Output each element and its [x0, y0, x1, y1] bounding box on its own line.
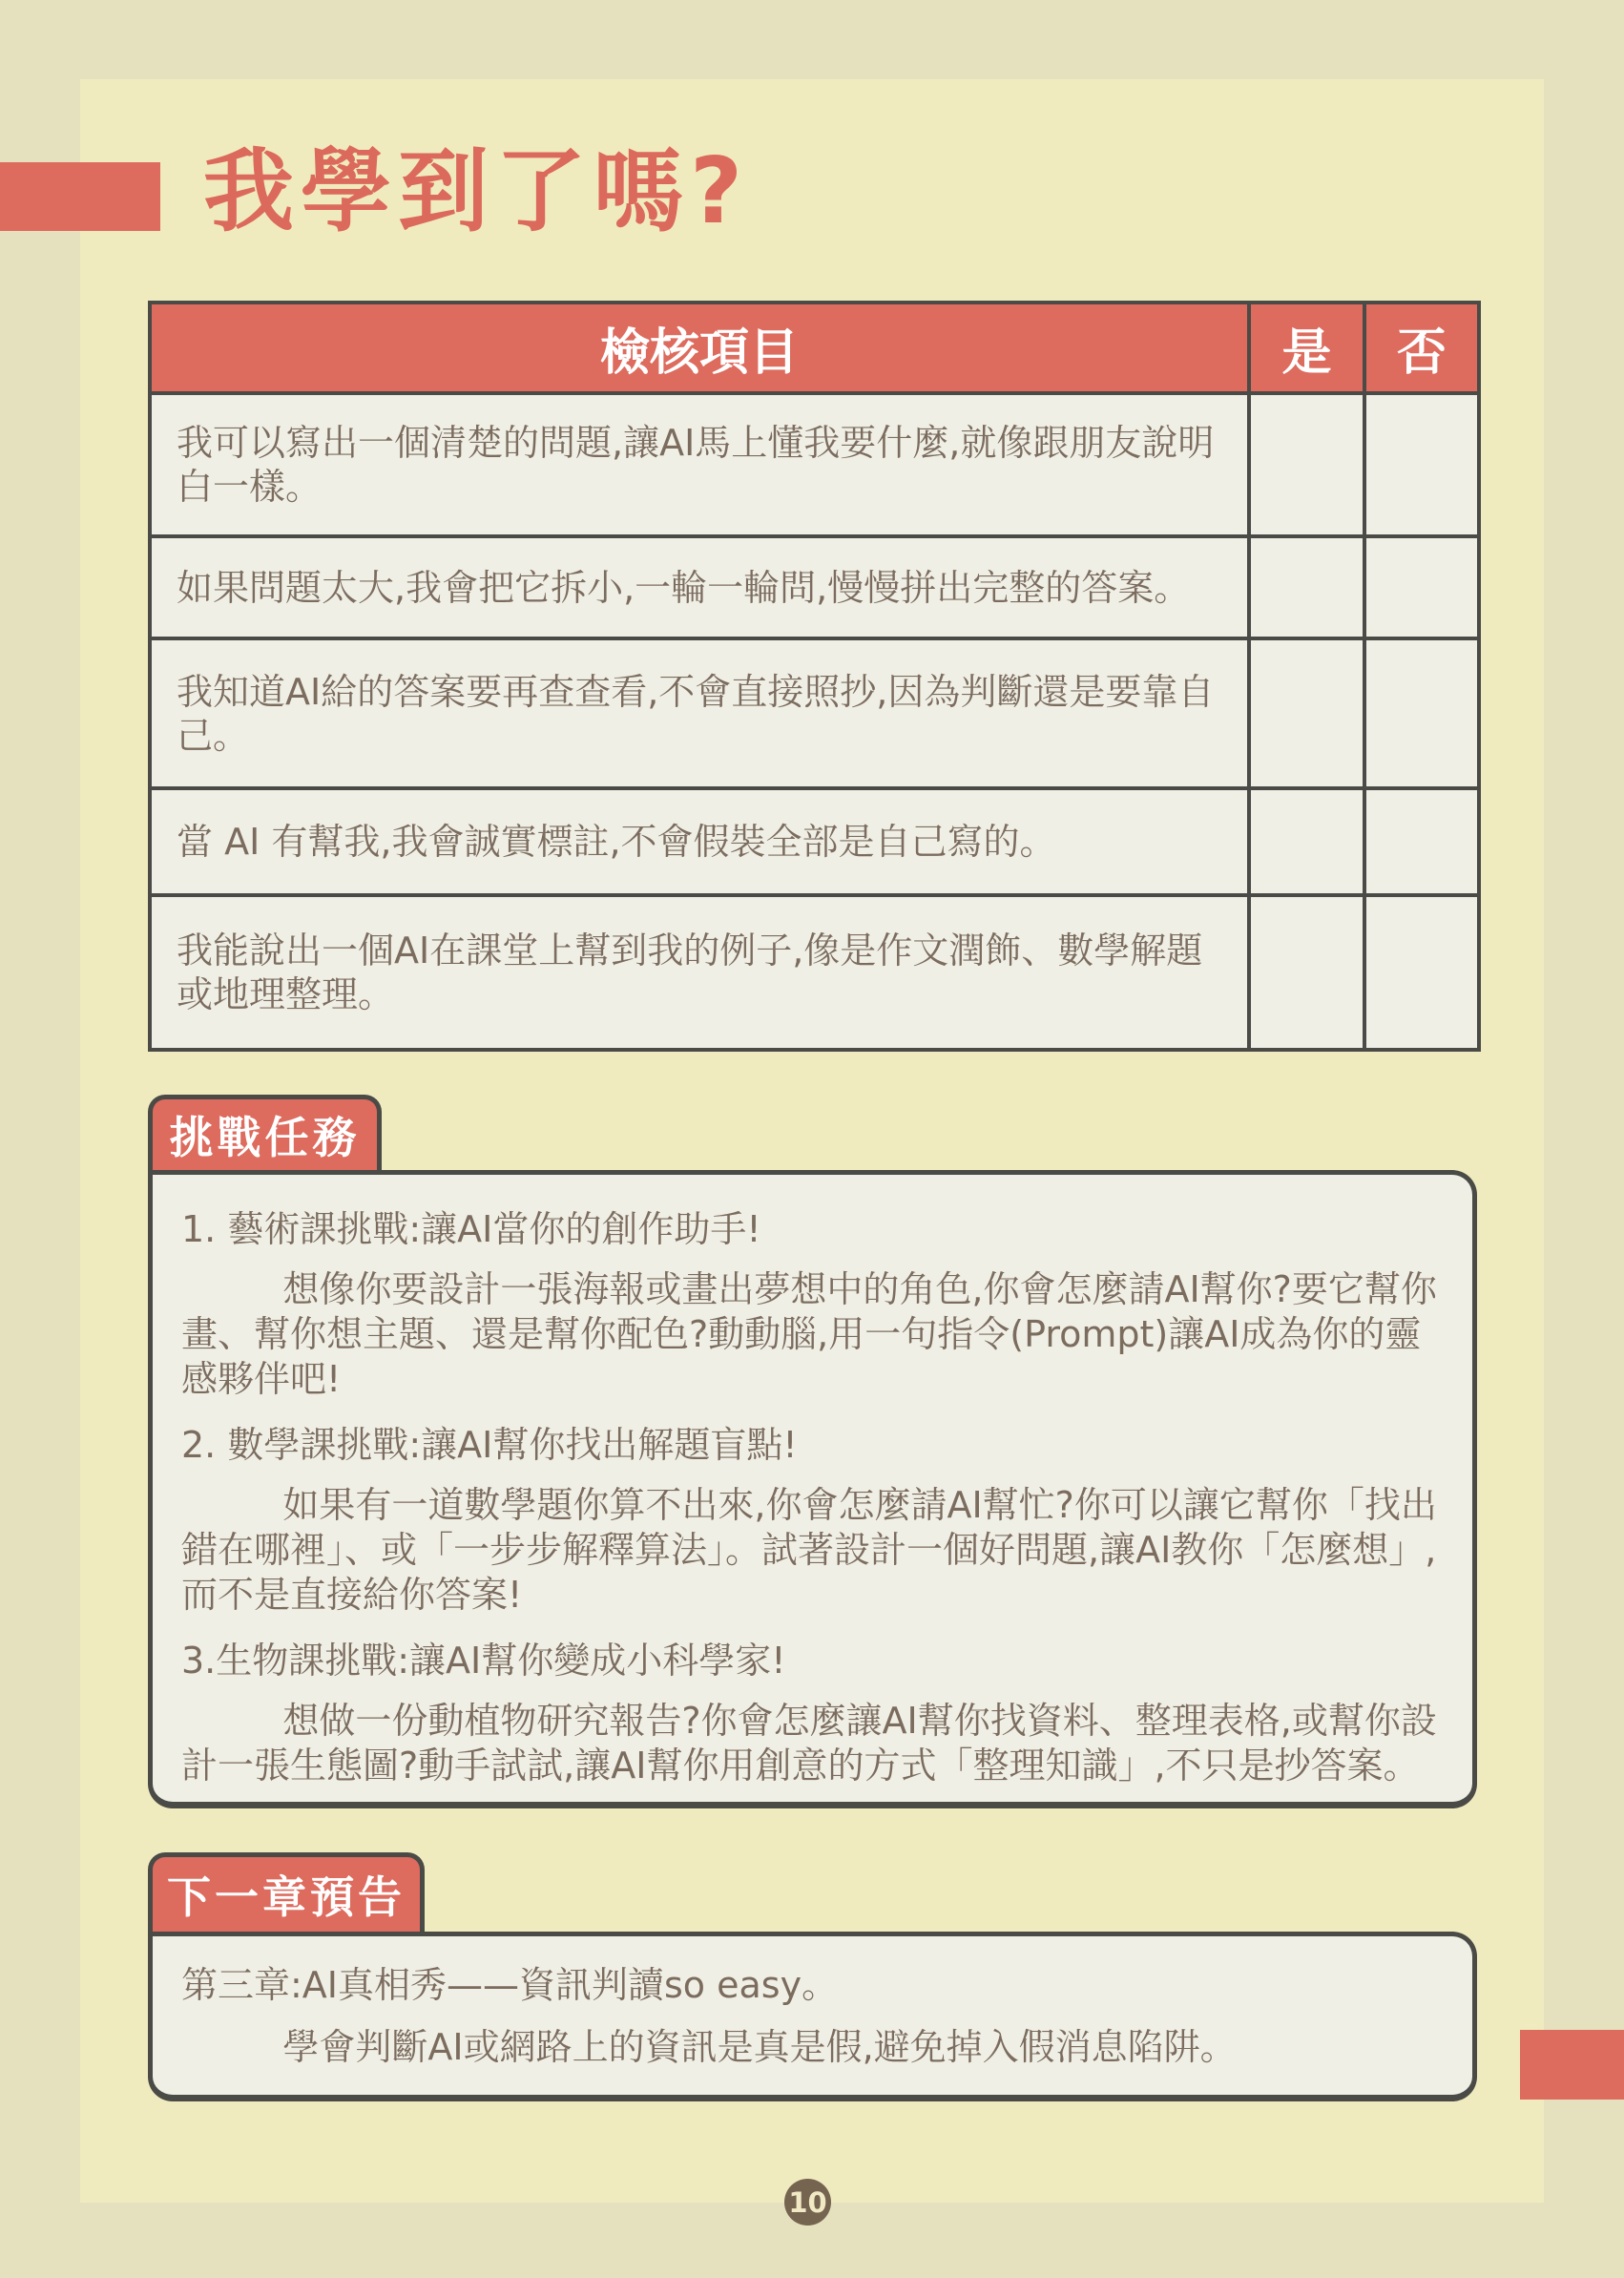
- right-accent-block: [1520, 2030, 1624, 2100]
- checklist-header-row: [150, 303, 1479, 393]
- challenge-item-body: 想像你要設計一張海報或畫出夢想中的角色,你會怎麼請AI幫你?要它幫你畫、幫你想主題、還是幫你配色?動動腦,用一句指令(Prompt)讓AI成為你的靈感夥伴吧!: [181, 1268, 1437, 1400]
- title-accent-bar: [0, 162, 160, 231]
- checklist-row-text: 我能說出一個AI在課堂上幫到我的例子,像是作文潤飾、數學解題或地理整理。: [150, 895, 1249, 1050]
- challenge-panel: [148, 1170, 1477, 1808]
- checklist-header-no: 否: [1364, 303, 1479, 393]
- checklist-row-text: 我可以寫出一個清楚的問題,讓AI馬上懂我要什麼,就像跟朋友說明白一樣。: [150, 393, 1249, 536]
- page-number-badge: 10: [784, 2179, 831, 2226]
- checklist-table: [148, 301, 1481, 1052]
- challenge-item-heading: 2. 數學課挑戰:讓AI幫你找出解題盲點!: [181, 1424, 798, 1466]
- challenge-badge: 挑戰任務: [148, 1095, 382, 1170]
- checklist-row: [150, 895, 1479, 1050]
- checklist-row-text: 當 AI 有幫我,我會誠實標註,不會假裝全部是自己寫的。: [150, 788, 1249, 895]
- checklist-row: [150, 788, 1479, 895]
- challenge-item-heading: 3.生物課挑戰:讓AI幫你變成小科學家!: [181, 1640, 786, 1682]
- check-cell-no: [1364, 788, 1479, 895]
- checklist-header-item: 檢核項目: [150, 303, 1249, 393]
- check-cell-no: [1364, 393, 1479, 536]
- checklist-row: [150, 536, 1479, 638]
- checklist-row-text: 我知道AI給的答案要再查查看,不會直接照抄,因為判斷還是要靠自己。: [150, 638, 1249, 788]
- check-cell-yes: [1249, 536, 1364, 638]
- preview-panel: [148, 1932, 1477, 2101]
- challenge-item-heading: 1. 藝術課挑戰:讓AI當你的創作助手!: [181, 1208, 761, 1250]
- check-cell-yes: [1249, 393, 1364, 536]
- challenge-item-body: 如果有一道數學題你算不出來,你會怎麼請AI幫忙?你可以讓它幫你「找出錯在哪裡」、或「一步步解釋算法」。試著設計一個好問題,讓AI教你「怎麼想」,而不是直接給你答案!: [181, 1484, 1437, 1616]
- checklist-row-text: 如果問題太大,我會把它拆小,一輪一輪問,慢慢拼出完整的答案。: [150, 536, 1249, 638]
- check-cell-yes: [1249, 638, 1364, 788]
- page-title: 我學到了嗎?: [203, 139, 750, 244]
- checklist-row: [150, 393, 1479, 536]
- challenge-item-body: 想做一份動植物研究報告?你會怎麼讓AI幫你找資料、整理表格,或幫你設計一張生態圖?動手試試,讓AI幫你用創意的方式「整理知識」,不只是抄答案。: [181, 1700, 1437, 1787]
- preview-badge: 下一章預告: [148, 1852, 425, 1932]
- check-cell-no: [1364, 638, 1479, 788]
- check-cell-yes: [1249, 895, 1364, 1050]
- check-cell-no: [1364, 895, 1479, 1050]
- preview-description-line: 學會判斷AI或網路上的資訊是真是假,避免掉入假消息陷阱。: [282, 2026, 1237, 2068]
- check-cell-yes: [1249, 788, 1364, 895]
- check-cell-no: [1364, 536, 1479, 638]
- preview-chapter-line: 第三章:AI真相秀——資訊判讀so easy。: [181, 1964, 839, 2006]
- checklist-row: [150, 638, 1479, 788]
- checklist-header-yes: 是: [1249, 303, 1364, 393]
